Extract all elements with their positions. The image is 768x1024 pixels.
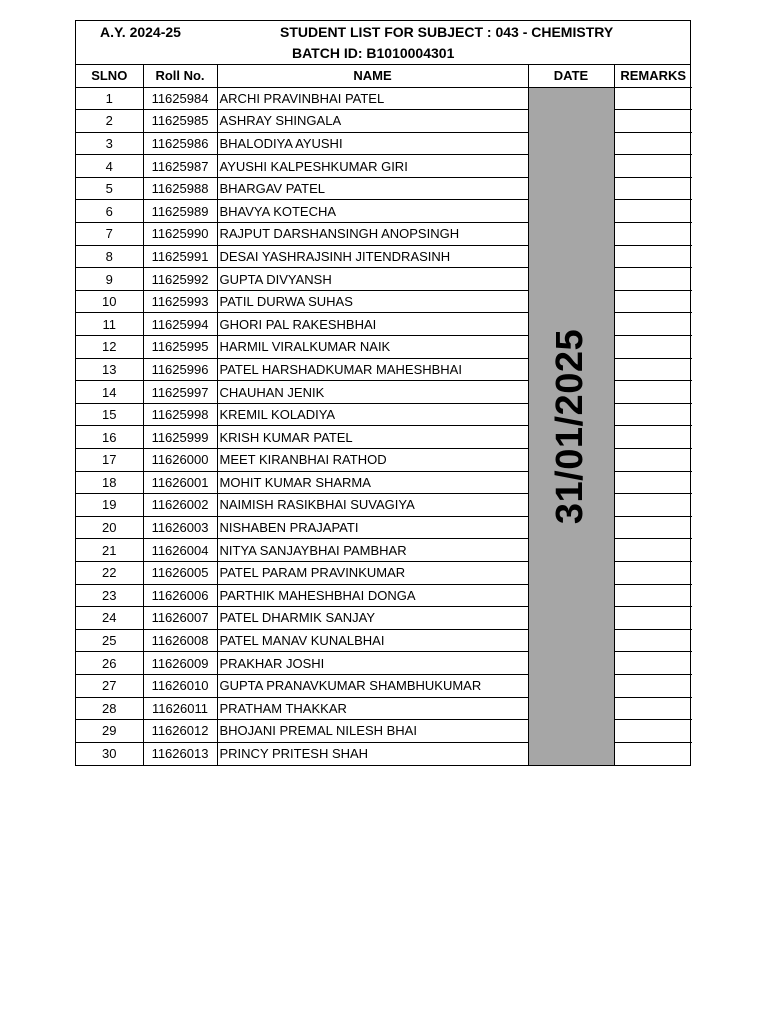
roll-number-cell: 11625992 xyxy=(143,268,217,291)
page-title: STUDENT LIST FOR SUBJECT : 043 - CHEMISTRY xyxy=(280,24,614,40)
slno-cell: 14 xyxy=(76,381,143,404)
remarks-cell xyxy=(614,742,692,765)
slno-cell: 21 xyxy=(76,539,143,562)
table-body xyxy=(76,87,692,765)
roll-number-cell: 11626008 xyxy=(143,629,217,652)
remarks-cell xyxy=(614,584,692,607)
slno-cell: 9 xyxy=(76,268,143,291)
column-header-roll: Roll No. xyxy=(143,65,217,87)
sheet-header xyxy=(76,21,690,65)
remarks-cell xyxy=(614,539,692,562)
student-name-cell: PRAKHAR JOSHI xyxy=(217,652,528,675)
roll-number-cell: 11625997 xyxy=(143,381,217,404)
roll-number-cell: 11625998 xyxy=(143,403,217,426)
slno-cell: 8 xyxy=(76,245,143,268)
student-name-cell: NITYA SANJAYBHAI PAMBHAR xyxy=(217,539,528,562)
roll-number-cell: 11625991 xyxy=(143,245,217,268)
slno-cell: 1 xyxy=(76,87,143,110)
student-name-cell: GUPTA DIVYANSH xyxy=(217,268,528,291)
remarks-cell xyxy=(614,697,692,720)
roll-number-cell: 11625993 xyxy=(143,290,217,313)
slno-cell: 27 xyxy=(76,674,143,697)
remarks-cell xyxy=(614,720,692,743)
student-name-cell: DESAI YASHRAJSINH JITENDRASINH xyxy=(217,245,528,268)
roll-number-cell: 11626009 xyxy=(143,652,217,675)
slno-cell: 3 xyxy=(76,132,143,155)
roll-number-cell: 11625996 xyxy=(143,358,217,381)
slno-cell: 4 xyxy=(76,155,143,178)
remarks-cell xyxy=(614,268,692,291)
column-header-slno: SLNO xyxy=(76,65,143,87)
remarks-cell xyxy=(614,607,692,630)
column-header-date: DATE xyxy=(528,65,614,87)
roll-number-cell: 11626002 xyxy=(143,494,217,517)
student-name-cell: PATEL MANAV KUNALBHAI xyxy=(217,629,528,652)
slno-cell: 5 xyxy=(76,177,143,200)
roll-number-cell: 11625990 xyxy=(143,223,217,246)
remarks-cell xyxy=(614,516,692,539)
roll-number-cell: 11626007 xyxy=(143,607,217,630)
remarks-cell xyxy=(614,313,692,336)
column-header-name: NAME xyxy=(217,65,528,87)
column-header-remarks: REMARKS xyxy=(614,65,692,87)
batch-id: BATCH ID: B1010004301 xyxy=(292,45,455,61)
roll-number-cell: 11625988 xyxy=(143,177,217,200)
remarks-cell xyxy=(614,449,692,472)
remarks-cell xyxy=(614,561,692,584)
student-name-cell: PRATHAM THAKKAR xyxy=(217,697,528,720)
remarks-cell xyxy=(614,426,692,449)
remarks-cell xyxy=(614,652,692,675)
slno-cell: 29 xyxy=(76,720,143,743)
roll-number-cell: 11626005 xyxy=(143,561,217,584)
slno-cell: 28 xyxy=(76,697,143,720)
student-name-cell: ASHRAY SHINGALA xyxy=(217,110,528,133)
slno-cell: 18 xyxy=(76,471,143,494)
roll-number-cell: 11626010 xyxy=(143,674,217,697)
remarks-cell xyxy=(614,132,692,155)
slno-cell: 2 xyxy=(76,110,143,133)
roll-number-cell: 11626006 xyxy=(143,584,217,607)
roll-number-cell: 11626012 xyxy=(143,720,217,743)
roll-number-cell: 11626004 xyxy=(143,539,217,562)
remarks-cell xyxy=(614,223,692,246)
student-name-cell: GHORI PAL RAKESHBHAI xyxy=(217,313,528,336)
roll-number-cell: 11625994 xyxy=(143,313,217,336)
date-value: 31/01/2025 xyxy=(549,328,592,524)
student-name-cell: GUPTA PRANAVKUMAR SHAMBHUKUMAR xyxy=(217,674,528,697)
roll-number-cell: 11625986 xyxy=(143,132,217,155)
slno-cell: 20 xyxy=(76,516,143,539)
roll-number-cell: 11625989 xyxy=(143,200,217,223)
student-name-cell: KREMIL KOLADIYA xyxy=(217,403,528,426)
slno-cell: 22 xyxy=(76,561,143,584)
slno-cell: 16 xyxy=(76,426,143,449)
student-name-cell: NISHABEN PRAJAPATI xyxy=(217,516,528,539)
student-name-cell: BHAVYA KOTECHA xyxy=(217,200,528,223)
student-name-cell: BHARGAV PATEL xyxy=(217,177,528,200)
student-name-cell: PRINCY PRITESH SHAH xyxy=(217,742,528,765)
roll-number-cell: 11625984 xyxy=(143,87,217,110)
roll-number-cell: 11626003 xyxy=(143,516,217,539)
roll-number-cell: 11626001 xyxy=(143,471,217,494)
table-row xyxy=(76,87,692,110)
slno-cell: 7 xyxy=(76,223,143,246)
remarks-cell xyxy=(614,110,692,133)
remarks-cell xyxy=(614,290,692,313)
remarks-cell xyxy=(614,200,692,223)
student-list-sheet xyxy=(75,20,691,766)
slno-cell: 13 xyxy=(76,358,143,381)
student-name-cell: PATIL DURWA SUHAS xyxy=(217,290,528,313)
roll-number-cell: 11626013 xyxy=(143,742,217,765)
student-name-cell: MEET KIRANBHAI RATHOD xyxy=(217,449,528,472)
remarks-cell xyxy=(614,155,692,178)
remarks-cell xyxy=(614,381,692,404)
roll-number-cell: 11626000 xyxy=(143,449,217,472)
slno-cell: 15 xyxy=(76,403,143,426)
student-name-cell: NAIMISH RASIKBHAI SUVAGIYA xyxy=(217,494,528,517)
student-name-cell: KRISH KUMAR PATEL xyxy=(217,426,528,449)
slno-cell: 17 xyxy=(76,449,143,472)
roll-number-cell: 11625999 xyxy=(143,426,217,449)
table-header-row xyxy=(76,65,692,87)
date-wrapper xyxy=(529,88,614,765)
slno-cell: 6 xyxy=(76,200,143,223)
remarks-cell xyxy=(614,177,692,200)
slno-cell: 11 xyxy=(76,313,143,336)
student-table xyxy=(76,65,692,765)
slno-cell: 26 xyxy=(76,652,143,675)
student-name-cell: ARCHI PRAVINBHAI PATEL xyxy=(217,87,528,110)
roll-number-cell: 11625995 xyxy=(143,336,217,359)
student-name-cell: PARTHIK MAHESHBHAI DONGA xyxy=(217,584,528,607)
student-name-cell: PATEL HARSHADKUMAR MAHESHBHAI xyxy=(217,358,528,381)
slno-cell: 19 xyxy=(76,494,143,517)
student-name-cell: AYUSHI KALPESHKUMAR GIRI xyxy=(217,155,528,178)
roll-number-cell: 11625985 xyxy=(143,110,217,133)
student-name-cell: CHAUHAN JENIK xyxy=(217,381,528,404)
student-name-cell: PATEL PARAM PRAVINKUMAR xyxy=(217,561,528,584)
roll-number-cell: 11625987 xyxy=(143,155,217,178)
academic-year: A.Y. 2024-25 xyxy=(100,24,181,40)
student-name-cell: BHALODIYA AYUSHI xyxy=(217,132,528,155)
remarks-cell xyxy=(614,471,692,494)
remarks-cell xyxy=(614,494,692,517)
remarks-cell xyxy=(614,87,692,110)
roll-number-cell: 11626011 xyxy=(143,697,217,720)
slno-cell: 12 xyxy=(76,336,143,359)
slno-cell: 10 xyxy=(76,290,143,313)
student-name-cell: HARMIL VIRALKUMAR NAIK xyxy=(217,336,528,359)
slno-cell: 24 xyxy=(76,607,143,630)
remarks-cell xyxy=(614,403,692,426)
remarks-cell xyxy=(614,245,692,268)
student-name-cell: RAJPUT DARSHANSINGH ANOPSINGH xyxy=(217,223,528,246)
student-name-cell: PATEL DHARMIK SANJAY xyxy=(217,607,528,630)
slno-cell: 25 xyxy=(76,629,143,652)
slno-cell: 23 xyxy=(76,584,143,607)
student-name-cell: MOHIT KUMAR SHARMA xyxy=(217,471,528,494)
remarks-cell xyxy=(614,358,692,381)
remarks-cell xyxy=(614,629,692,652)
remarks-cell xyxy=(614,674,692,697)
remarks-cell xyxy=(614,336,692,359)
student-name-cell: BHOJANI PREMAL NILESH BHAI xyxy=(217,720,528,743)
date-cell xyxy=(528,87,614,765)
slno-cell: 30 xyxy=(76,742,143,765)
